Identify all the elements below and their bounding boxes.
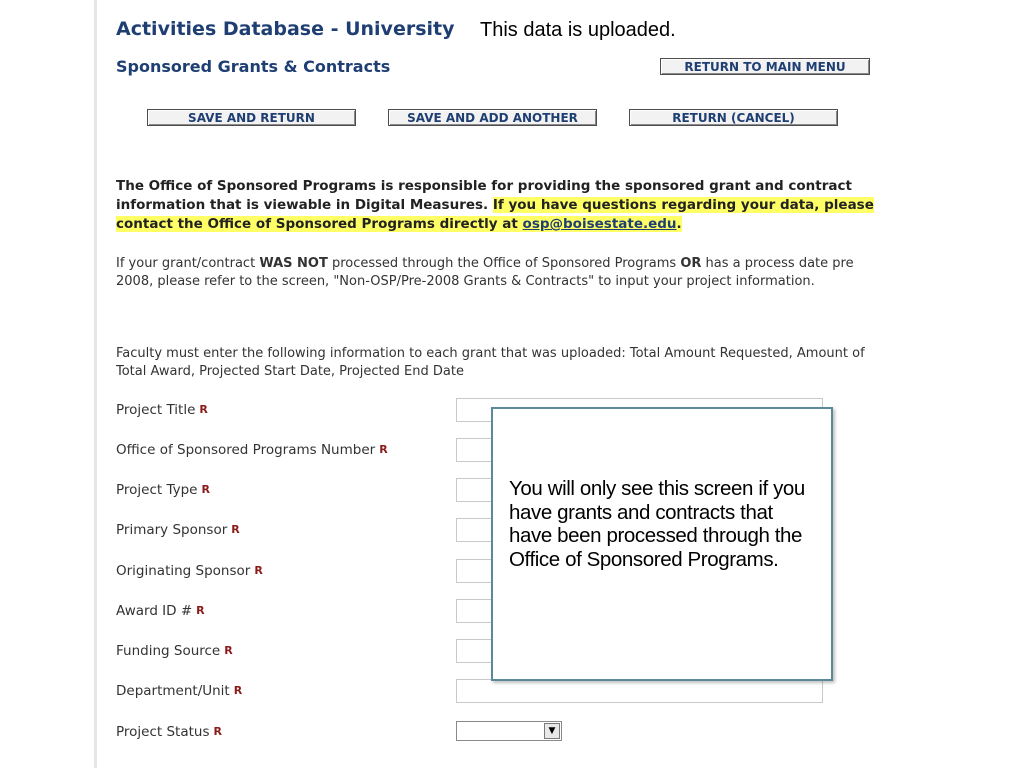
field-label: Primary Sponsor R bbox=[116, 522, 240, 538]
save-and-return-button[interactable]: SAVE AND RETURN bbox=[147, 109, 356, 126]
required-marker: R bbox=[224, 644, 233, 657]
return-cancel-button[interactable]: RETURN (CANCEL) bbox=[629, 109, 838, 126]
osp-info-paragraph bbox=[116, 177, 876, 234]
required-marker: R bbox=[196, 604, 205, 617]
required-marker: R bbox=[379, 443, 388, 456]
field-label: Award ID # R bbox=[116, 603, 205, 619]
field-label: Project Status R bbox=[116, 724, 222, 740]
upload-note: This data is uploaded. bbox=[480, 19, 676, 41]
field-label: Funding Source R bbox=[116, 643, 233, 659]
or-emphasis: OR bbox=[680, 256, 702, 271]
info-callout bbox=[491, 407, 833, 681]
section-title: Sponsored Grants & Contracts bbox=[116, 57, 391, 76]
field-label: Department/Unit R bbox=[116, 683, 243, 699]
callout-text: You will only see this screen if you have grants and contracts that have been processed through the Office of Sponsored Programs. bbox=[509, 477, 805, 571]
department-unit-input[interactable] bbox=[456, 679, 823, 703]
field-row-project-status bbox=[116, 720, 836, 746]
save-and-add-another-button[interactable]: SAVE AND ADD ANOTHER bbox=[388, 109, 597, 126]
non-osp-text-b: processed through the Office of Sponsored Programs bbox=[327, 256, 681, 271]
osp-email-link[interactable]: osp@boisestate.edu bbox=[522, 216, 677, 232]
faculty-instructions: Faculty must enter the following information to each grant that was uploaded: Total Amount Requested, Amount of Total Award, Projected Start Date, Projected End Date bbox=[116, 346, 865, 379]
project-status-select[interactable] bbox=[456, 721, 562, 741]
chevron-down-icon[interactable]: ▼ bbox=[544, 723, 560, 739]
osp-contact-period: . bbox=[676, 216, 682, 232]
non-osp-text-c: has a process date pre 2008, please refer to the screen, "Non-OSP/Pre-2008 Grants & Contracts" to input your project information. bbox=[116, 256, 854, 289]
field-label: Project Title R bbox=[116, 402, 208, 418]
app-title: Activities Database - University bbox=[116, 18, 455, 40]
required-marker: R bbox=[213, 725, 222, 738]
field-row-department-unit bbox=[116, 679, 836, 705]
non-osp-instructions bbox=[116, 255, 876, 291]
osp-info-text: The Office of Sponsored Programs is responsible for providing the sponsored grant and contract information that is viewable in Digital Measures. bbox=[116, 178, 852, 213]
non-osp-text-a: If your grant/contract bbox=[116, 256, 260, 271]
osp-contact-highlight: If you have questions regarding your data, please contact the Office of Sponsored Programs directly at bbox=[116, 197, 874, 232]
field-label: Project Type R bbox=[116, 482, 210, 498]
required-marker: R bbox=[233, 684, 243, 697]
field-label: Originating Sponsor R bbox=[116, 563, 263, 579]
required-marker: R bbox=[199, 403, 208, 416]
required-marker: R bbox=[254, 564, 263, 577]
field-label: Office of Sponsored Programs Number R bbox=[116, 442, 388, 458]
return-to-main-menu-button[interactable]: RETURN TO MAIN MENU bbox=[660, 58, 870, 75]
required-marker: R bbox=[231, 523, 240, 536]
was-not-emphasis: WAS NOT bbox=[259, 256, 328, 271]
required-marker: R bbox=[201, 483, 210, 496]
left-divider bbox=[94, 0, 97, 768]
